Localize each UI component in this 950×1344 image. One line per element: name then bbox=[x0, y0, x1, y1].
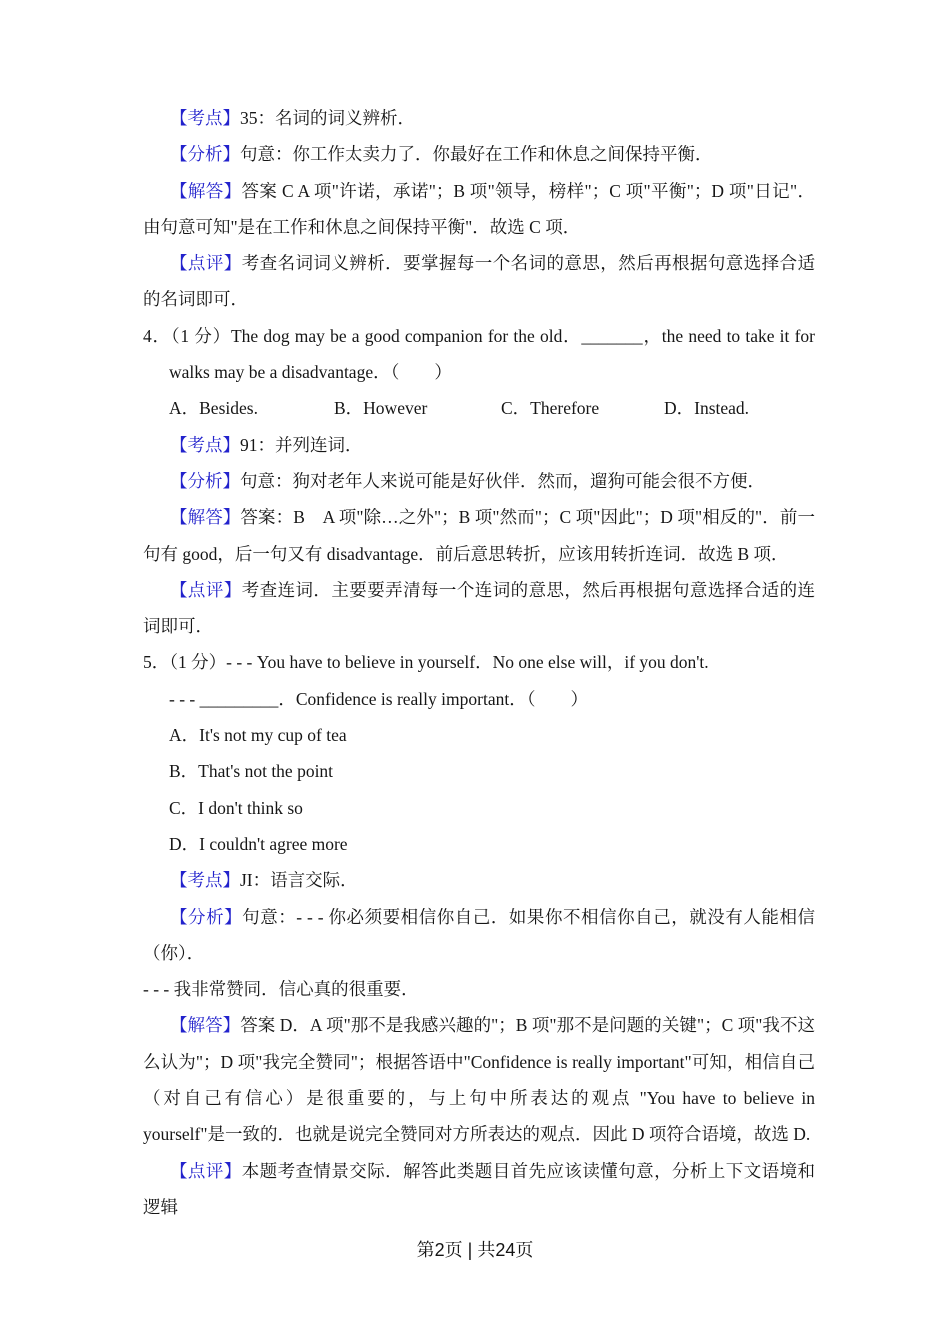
q4-stem bbox=[143, 318, 815, 391]
option-c: C．Therefore bbox=[501, 398, 600, 419]
paragraph-text: 句意：狗对老年人来说可能是好伙伴．然而，遛狗可能会很不方便． bbox=[240, 470, 765, 491]
paragraph-text: 答案 D．A 项"那不是我感兴趣的"；B 项"那不是问题的关键"；C 项"我不这么认为"；D 项"我完全赞同"；根据答语中"Confidence is really important"可知，相信自己（对自己有信心）是很重要的，与上句中所表达的观点 "You have to believe in yourself"是一致的．也就是说完全赞同对方所表达的观点．因此 D 项符合语境，故选 D. bbox=[143, 1015, 816, 1145]
paragraph-text: - - - 我非常赞同．信心真的很重要． bbox=[143, 979, 419, 1000]
q3-fenxi-para bbox=[143, 136, 815, 172]
bracket-label-fenxi: 【分析】 bbox=[170, 906, 243, 927]
option-b: B．That's not the point bbox=[169, 761, 334, 782]
q4-dianping-para bbox=[143, 572, 815, 645]
q4-kaodian-para bbox=[143, 427, 815, 463]
bracket-label-jieda: 【解答】 bbox=[170, 180, 242, 201]
q5-option-c bbox=[143, 790, 815, 826]
q5-option-a bbox=[143, 717, 815, 753]
paragraph-text: 句意：- - - 你必须要相信你自己．如果你不相信你自己，就没有人能相信（你）． bbox=[143, 906, 815, 963]
q4-options-row bbox=[143, 390, 815, 426]
option-c: C．I don't think so bbox=[169, 797, 303, 818]
paragraph-text: 考查名词词义辨析．要掌握每一个名词的意思，然后再根据句意选择合适的名词即可． bbox=[143, 253, 816, 310]
q5-kaodian-para bbox=[143, 862, 815, 898]
bracket-label-jieda: 【解答】 bbox=[170, 507, 241, 528]
q5-stem bbox=[143, 644, 815, 680]
paragraph-text: 答案：B A 项"除…之外"；B 项"然而"；C 项"因此"；D 项"相反的"．前一句有 good，后一句又有 disadvantage．前后意思转折，应该用转折连词．故选 B 项． bbox=[143, 507, 815, 564]
bracket-label-kaodian: 【考点】 bbox=[170, 434, 240, 455]
option-d: D．Instead. bbox=[664, 398, 750, 419]
bracket-label-dianping: 【点评】 bbox=[170, 579, 242, 600]
question-text: - - - _________．Confidence is really important．（ ） bbox=[169, 688, 588, 709]
bracket-label-dianping: 【点评】 bbox=[170, 1160, 242, 1181]
bracket-label-dianping: 【点评】 bbox=[170, 253, 242, 274]
paragraph-text: JI：语言交际． bbox=[240, 870, 358, 891]
option-d: D．I couldn't agree more bbox=[169, 833, 348, 854]
q5-jieda-para bbox=[143, 1007, 815, 1152]
option-b: B．However bbox=[334, 398, 428, 419]
bracket-label-kaodian: 【考点】 bbox=[170, 108, 240, 128]
q3-kaodian-para bbox=[143, 100, 815, 136]
document-body bbox=[143, 100, 815, 1225]
option-a: A．Besides. bbox=[169, 398, 258, 419]
q5-option-d bbox=[143, 826, 815, 862]
paragraph-text: 91：并列连词． bbox=[240, 434, 363, 455]
paragraph-text: 考查连词．主要要弄清每一个连词的意思，然后再根据句意选择合适的连词即可． bbox=[143, 579, 816, 637]
question-text: （1 分）- - - You have to believe in yourself．No one else will，if you don't. bbox=[169, 652, 709, 673]
page-footer: 第2页 | 共24页 bbox=[416, 1240, 534, 1260]
option-a: A．It's not my cup of tea bbox=[169, 725, 347, 746]
q5-fenxi-para bbox=[143, 899, 815, 972]
paragraph-text: 35：名词的词义辨析． bbox=[240, 108, 415, 128]
q4-jieda-para bbox=[143, 499, 815, 572]
bracket-label-jieda: 【解答】 bbox=[170, 1015, 241, 1036]
question-number: 4． bbox=[143, 325, 171, 346]
q5-dianping-para bbox=[143, 1153, 815, 1226]
paragraph-text: 本题考查情景交际．解答此类题目首先应该读懂句意，分析上下文语境和逻辑 bbox=[143, 1160, 816, 1217]
q3-jieda-para bbox=[143, 173, 815, 246]
bracket-label-fenxi: 【分析】 bbox=[170, 470, 240, 491]
question-number: 5． bbox=[143, 652, 170, 673]
q5-stem-line2 bbox=[143, 681, 815, 717]
q5-option-b bbox=[143, 753, 815, 789]
paragraph-text: 句意：你工作太卖力了．你最好在工作和休息之间保持平衡． bbox=[240, 144, 713, 165]
bracket-label-fenxi: 【分析】 bbox=[170, 144, 240, 165]
bracket-label-kaodian: 【考点】 bbox=[170, 870, 240, 891]
q5-fenxi-reply-line bbox=[143, 971, 815, 1007]
q4-fenxi-para bbox=[143, 463, 815, 499]
paragraph-text: 答案 C A 项"许诺，承诺"；B 项"领导，榜样"；C 项"平衡"；D 项"日记"．由句意可知"是在工作和休息之间保持平衡"．故选 C 项． bbox=[143, 180, 815, 237]
q3-dianping-para bbox=[143, 245, 815, 318]
question-text: （1 分）The dog may be a good companion for the old．_______，the need to take it for walks may be a disadvantage．（ ） bbox=[169, 325, 815, 383]
